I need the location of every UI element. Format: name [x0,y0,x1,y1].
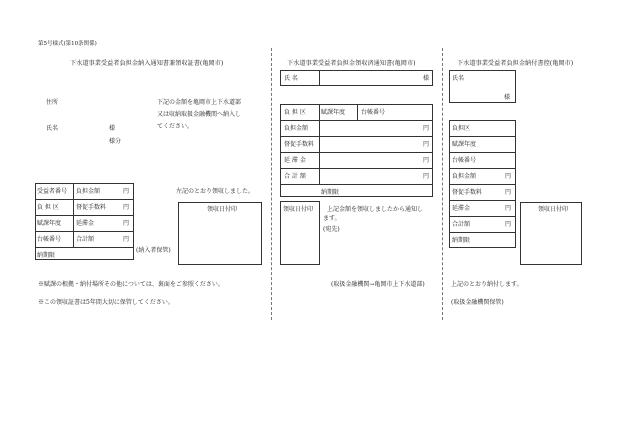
assessment-year-label: 賦課年度 [37,220,62,227]
ledger-number-label: 台帳番号 [37,236,62,243]
stub-payment-note: 上記のとおり納付します。 [451,281,523,288]
stub-sama: 様 [504,94,511,101]
notice-due-date-label: 納期限 [321,189,340,196]
perforation-line-1 [271,48,272,320]
note-line-2: ※この領収証書は5年間大切に保管してください。 [38,299,174,306]
notice-name-label: 氏 名 [284,75,298,82]
yen-unit: 円 [123,220,130,227]
notice-assessment-year-label: 賦課年度 [321,109,346,116]
form-number: 第5号様式(第10条関係) [38,41,97,47]
due-date-label: 納期限 [37,252,56,259]
notice-line-3: てください。 [157,123,194,130]
notice-late-fee-label: 延 滞 金 [284,157,306,164]
received-text: 左記のとおり領収しました。 [176,188,255,195]
stub-name-label: 氏名 [452,75,465,82]
burden-zone-label: 負 担 区 [37,204,59,211]
stub-burden-amount-label: 負担金額 [452,173,477,180]
yen-unit: 円 [423,157,430,164]
stub-keep-label: (取扱金融機関保管) [451,299,504,306]
yen-unit: 円 [423,141,430,148]
stub-ledger-number-label: 台帳番号 [452,157,477,164]
yen-unit: 円 [123,188,130,195]
notice-burden-zone-label: 負 担 区 [284,109,306,116]
notice-dunning-fee-label: 督促手数料 [284,141,315,148]
notice-sama: 様 [423,75,430,82]
dunning-fee-label: 督促手数料 [76,204,107,211]
receipt-title: 下水道事業受益者負担金納入通知書兼領収証書(亀岡市) [70,60,224,67]
yen-unit: 円 [123,236,130,243]
stub-due-date-label: 納期限 [452,237,471,244]
notice-line-1: 下記の金額を亀岡市上下水道部 [157,99,242,106]
notice-receipt-line-2: ます。 [323,215,341,222]
yen-unit: 円 [505,189,512,196]
notice-title: 下水道事業受益者負担金領収済通知書(亀岡市) [287,60,416,67]
notice-receipt-line-1: 上記金額を領収しましたから通知し [327,206,424,213]
notice-burden-amount-label: 負担金額 [284,125,309,132]
yen-unit: 円 [505,205,512,212]
payer-keep-label: (納入者保管) [136,247,171,254]
stub-dunning-fee-label: 督促手数料 [452,189,483,196]
stub-total-label: 合計額 [452,221,471,228]
yen-unit: 円 [423,125,430,132]
yen-unit: 円 [505,173,512,180]
notice-stamp-label: 領収日付印 [283,206,314,213]
stub-late-fee-label: 延滞金 [452,205,471,212]
yen-unit: 円 [423,173,430,180]
notice-line-2: 又は収納取扱金融機関へ納入し [157,111,242,118]
notice-total-label: 合 計 額 [284,173,306,180]
sama-label: 様 [109,125,116,132]
name-label: 氏名 [46,125,59,132]
stub-burden-zone-label: 負担区 [452,125,471,132]
note-line-1: ※賦課の根拠・納付場所その他については、裏面をご参照ください。 [38,281,224,288]
receipt-stamp-label: 領収日付印 [207,206,238,213]
stub-stamp-label: 領収日付印 [538,206,569,213]
stub-title: 下水道事業受益者負担金納付書控(亀岡市) [457,60,574,67]
notice-ledger-number-label: 台帳番号 [361,109,386,116]
yen-unit: 円 [123,204,130,211]
sama-bun-label: 様分 [109,138,122,145]
total-amount-label: 合計額 [76,236,95,243]
notice-route: (取扱金融機関→亀岡市上下水道部) [331,281,425,288]
notice-receipt-line-3: (宛先) [323,226,340,233]
burden-amount-label: 負担金額 [76,188,101,195]
stub-assessment-year-label: 賦課年度 [452,141,477,148]
yen-unit: 円 [505,221,512,228]
notice-name-box [280,70,433,86]
beneficiary-number-label: 受益者番号 [37,188,68,195]
perforation-line-2 [442,48,443,320]
address-label: 住所 [46,99,59,106]
late-fee-label: 延滞金 [76,220,95,227]
